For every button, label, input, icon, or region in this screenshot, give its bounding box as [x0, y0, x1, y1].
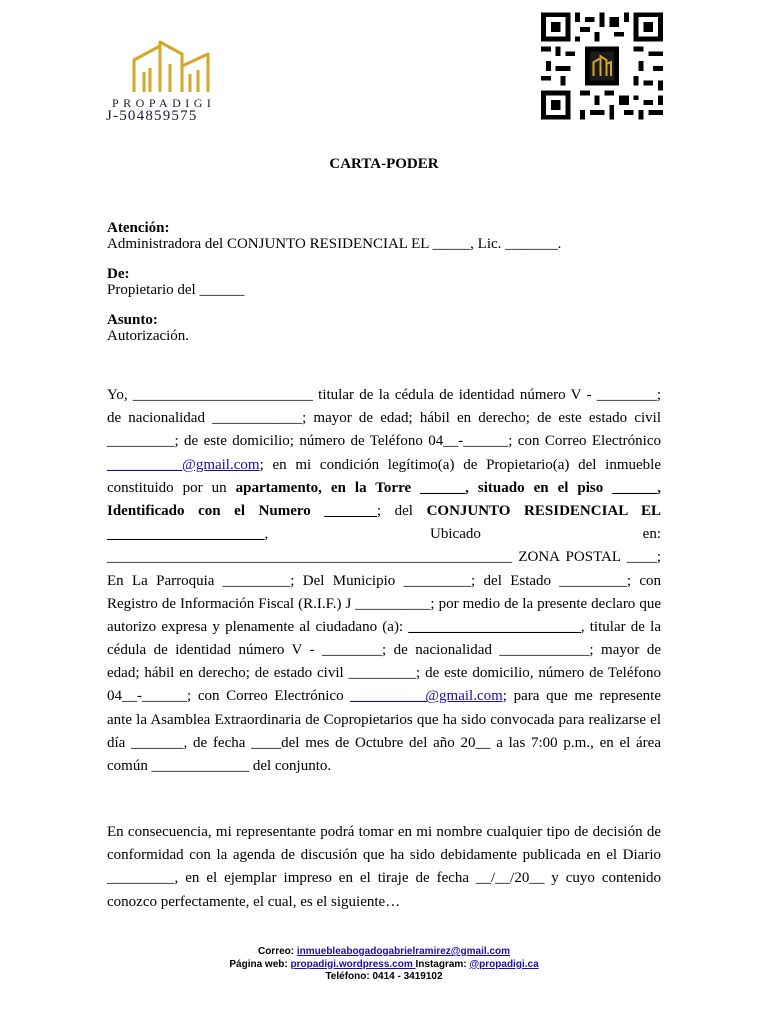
body-paragraph	[107, 384, 661, 778]
body-text: constituido por un	[107, 479, 236, 496]
footer-email-link[interactable]: inmuebleabogadogabrielramirez@gmail.com	[296, 946, 511, 957]
body-line	[107, 477, 661, 500]
footer-web-link[interactable]: propadigi.wordpress.com	[290, 958, 416, 970]
body-line: común _____________ del conjunto.	[107, 758, 332, 774]
body-line	[107, 454, 661, 477]
footer-label: Instagram:	[415, 958, 470, 970]
body-text: , Ubicado en:	[264, 526, 661, 543]
body-line: ante la Asamblea Extraordinaria de Copropietarios que ha sido convocada para realizarse el	[107, 711, 661, 728]
de-block	[107, 266, 244, 298]
body-line	[107, 685, 661, 708]
body-bold-text: _______________________	[408, 618, 581, 635]
company-logo	[106, 38, 238, 128]
body-text: 04__-______; con Correo Electrónico	[107, 688, 351, 705]
asunto-text: Autorización.	[107, 328, 190, 344]
body-line: ______________________________________________________ ZONA POSTAL ____;	[107, 549, 661, 566]
footer-web-line	[0, 959, 768, 972]
atencion-block	[107, 220, 561, 252]
footer-phone: Teléfono: 0414 - 3419102	[325, 971, 443, 982]
asunto-block	[107, 312, 189, 344]
body-text: , titular de la	[580, 618, 661, 635]
body-line: día _______, de fecha ____del mes de Octubre del año 20__ a las 7:00 p.m., en el área	[107, 734, 661, 751]
body-bold-text: Identificado con el Numero _______	[107, 502, 377, 519]
body-line	[107, 500, 661, 523]
atencion-label: Atención:	[107, 220, 170, 236]
qr-code-icon	[541, 12, 663, 120]
de-label: De:	[107, 266, 130, 282]
footer-label: Página web:	[229, 958, 291, 970]
body-line: En consecuencia, mi representante podrá tomar en mi nombre cualquier tipo de decisión de	[107, 824, 661, 840]
body-bold-text: apartamento, en la Torre ______, situado en el piso ______,	[235, 479, 661, 496]
footer	[0, 946, 768, 984]
asunto-label: Asunto:	[107, 312, 158, 328]
body-line: conformidad con la agenda de discusión que ha sido debidamente publicada en el Diario	[107, 847, 661, 864]
brand-name: PROPADIGI	[112, 96, 216, 110]
body-text: autorizo expresa y plenamente al ciudadano (a):	[107, 618, 409, 635]
body-line: conozco perfectamente, el cual, es el siguiente…	[107, 893, 401, 910]
email-link[interactable]: __________@gmail.com	[350, 688, 503, 705]
atencion-text: Administradora del CONJUNTO RESIDENCIAL EL _____, Lic. _______.	[107, 236, 562, 252]
consecuencia-paragraph	[107, 821, 661, 914]
body-text: ; en mi condición legítimo(a) de Propietario(a) del inmueble	[259, 456, 661, 473]
body-line: de nacionalidad ____________; mayor de edad; hábil en derecho; de este estado civil	[107, 410, 661, 427]
footer-email-line	[0, 946, 768, 959]
body-line: edad; hábil en derecho; de estado civil _________; de este domicilio, número de Teléfono	[107, 665, 661, 682]
body-line: cédula de identidad número V - ________; de nacionalidad ____________; mayor de	[107, 642, 661, 659]
body-text: ; para que me represente	[502, 688, 662, 705]
body-line: _________; de este domicilio; número de Teléfono 04__-______; con Correo Electrónico	[107, 433, 661, 450]
body-line: En La Parroquia _________; Del Municipio _________; del Estado _________; con	[107, 572, 661, 589]
body-line	[107, 616, 661, 639]
body-bold-text: CONJUNTO RESIDENCIAL EL	[426, 502, 662, 519]
company-rif: J-504859575	[106, 108, 198, 124]
body-line	[107, 523, 661, 546]
de-text: Propietario del ______	[107, 282, 245, 298]
body-bold-text: _____________________	[107, 526, 265, 543]
body-text: ; del	[376, 502, 427, 519]
body-line: _________, en el ejemplar impreso en el tiraje de fecha __/__/20__ y cuyo contenido	[107, 870, 661, 887]
building-logo-icon	[130, 38, 214, 94]
body-line: Registro de Información Fiscal (R.I.F.) J __________; por medio de la presente declaro que	[107, 595, 661, 612]
footer-label: Correo:	[257, 946, 297, 957]
email-link[interactable]: __________@gmail.com	[107, 456, 260, 473]
body-line: Yo, ________________________ titular de la cédula de identidad número V - ________;	[107, 387, 661, 403]
document-title: CARTA-PODER	[329, 156, 439, 172]
footer-instagram-link[interactable]: @propadigi.ca	[469, 958, 539, 970]
